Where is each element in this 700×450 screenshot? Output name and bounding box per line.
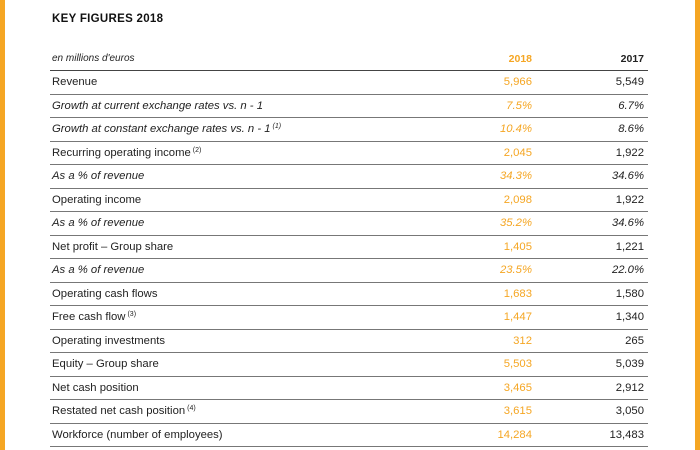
row-label: As a % of revenue [52, 264, 145, 277]
value-2018: 2,098 [460, 188, 552, 212]
value-2017: 5,039 [552, 353, 648, 377]
footnote-marker: (2) [192, 146, 202, 154]
row-label: Operating cash flows [52, 287, 158, 300]
row-label: Equity – Group share [52, 358, 159, 371]
table-row [50, 329, 648, 353]
footnote-marker: (4) [187, 405, 196, 413]
table-row [50, 282, 648, 306]
table-row [50, 259, 648, 283]
value-2017: 3,050 [552, 400, 648, 424]
row-label-cell [50, 235, 460, 259]
table-row [50, 118, 648, 142]
unit-label: en millions d'euros [50, 47, 460, 71]
value-2018: 7.5% [460, 94, 552, 118]
value-2017: 6.7% [552, 94, 648, 118]
value-2018: 5,503 [460, 353, 552, 377]
value-2018: 3,615 [460, 400, 552, 424]
table-row [50, 188, 648, 212]
value-2017: 34.6% [552, 165, 648, 189]
row-label: Net profit – Group share [52, 240, 174, 253]
row-label: Free cash flow [52, 311, 126, 324]
key-figures-table [50, 47, 648, 447]
row-label-cell [50, 212, 460, 236]
row-label-cell [50, 400, 460, 424]
table-row [50, 376, 648, 400]
value-2018: 1,405 [460, 235, 552, 259]
value-2017: 2,912 [552, 376, 648, 400]
value-2017: 1,580 [552, 282, 648, 306]
value-2018: 2,045 [460, 141, 552, 165]
value-2018: 1,447 [460, 306, 552, 330]
column-header-2017: 2017 [552, 47, 648, 71]
row-label: Net cash position [52, 381, 139, 394]
value-2017: 13,483 [552, 423, 648, 447]
row-label: Workforce (number of employees) [52, 428, 223, 441]
value-2018: 3,465 [460, 376, 552, 400]
row-label-cell [50, 118, 460, 142]
row-label: Revenue [52, 76, 98, 89]
table-row [50, 94, 648, 118]
row-label: As a % of revenue [52, 217, 145, 230]
left-border [0, 0, 5, 450]
value-2018: 35.2% [460, 212, 552, 236]
value-2017: 265 [552, 329, 648, 353]
row-label: Growth at current exchange rates vs. n - 1 [52, 99, 263, 112]
footnote-marker: (1) [272, 123, 282, 131]
row-label-cell [50, 376, 460, 400]
table-row [50, 423, 648, 447]
row-label-cell [50, 329, 460, 353]
table-row [50, 235, 648, 259]
row-label: Operating investments [52, 334, 166, 347]
row-label-cell [50, 423, 460, 447]
right-border [695, 0, 700, 450]
value-2018: 14,284 [460, 423, 552, 447]
value-2017: 5,549 [552, 71, 648, 95]
value-2017: 1,340 [552, 306, 648, 330]
table-row [50, 212, 648, 236]
table-header-row [50, 47, 648, 71]
row-label-cell [50, 165, 460, 189]
value-2018: 34.3% [460, 165, 552, 189]
row-label: As a % of revenue [52, 170, 145, 183]
footnote-marker: (3) [127, 311, 137, 319]
value-2018: 23.5% [460, 259, 552, 283]
table-row [50, 400, 648, 424]
row-label-cell [50, 306, 460, 330]
row-label: Restated net cash position [52, 405, 186, 418]
table-row [50, 165, 648, 189]
value-2017: 1,922 [552, 188, 648, 212]
row-label: Growth at constant exchange rates vs. n - 1 [52, 123, 271, 136]
value-2018: 10.4% [460, 118, 552, 142]
row-label-cell [50, 188, 460, 212]
table-row [50, 306, 648, 330]
row-label-cell [50, 282, 460, 306]
row-label-cell [50, 353, 460, 377]
table-row [50, 141, 648, 165]
value-2018: 1,683 [460, 282, 552, 306]
row-label-cell [50, 141, 460, 165]
row-label-cell [50, 94, 460, 118]
value-2018: 5,966 [460, 71, 552, 95]
page-title: KEY FIGURES 2018 [52, 13, 164, 25]
value-2017: 22.0% [552, 259, 648, 283]
value-2017: 1,922 [552, 141, 648, 165]
row-label: Recurring operating income [52, 146, 191, 159]
table-row [50, 71, 648, 95]
value-2017: 8.6% [552, 118, 648, 142]
table-row [50, 353, 648, 377]
row-label-cell [50, 259, 460, 283]
row-label: Operating income [52, 193, 142, 206]
value-2017: 1,221 [552, 235, 648, 259]
value-2017: 34.6% [552, 212, 648, 236]
row-label-cell [50, 71, 460, 95]
value-2018: 312 [460, 329, 552, 353]
column-header-2018: 2018 [460, 47, 552, 71]
